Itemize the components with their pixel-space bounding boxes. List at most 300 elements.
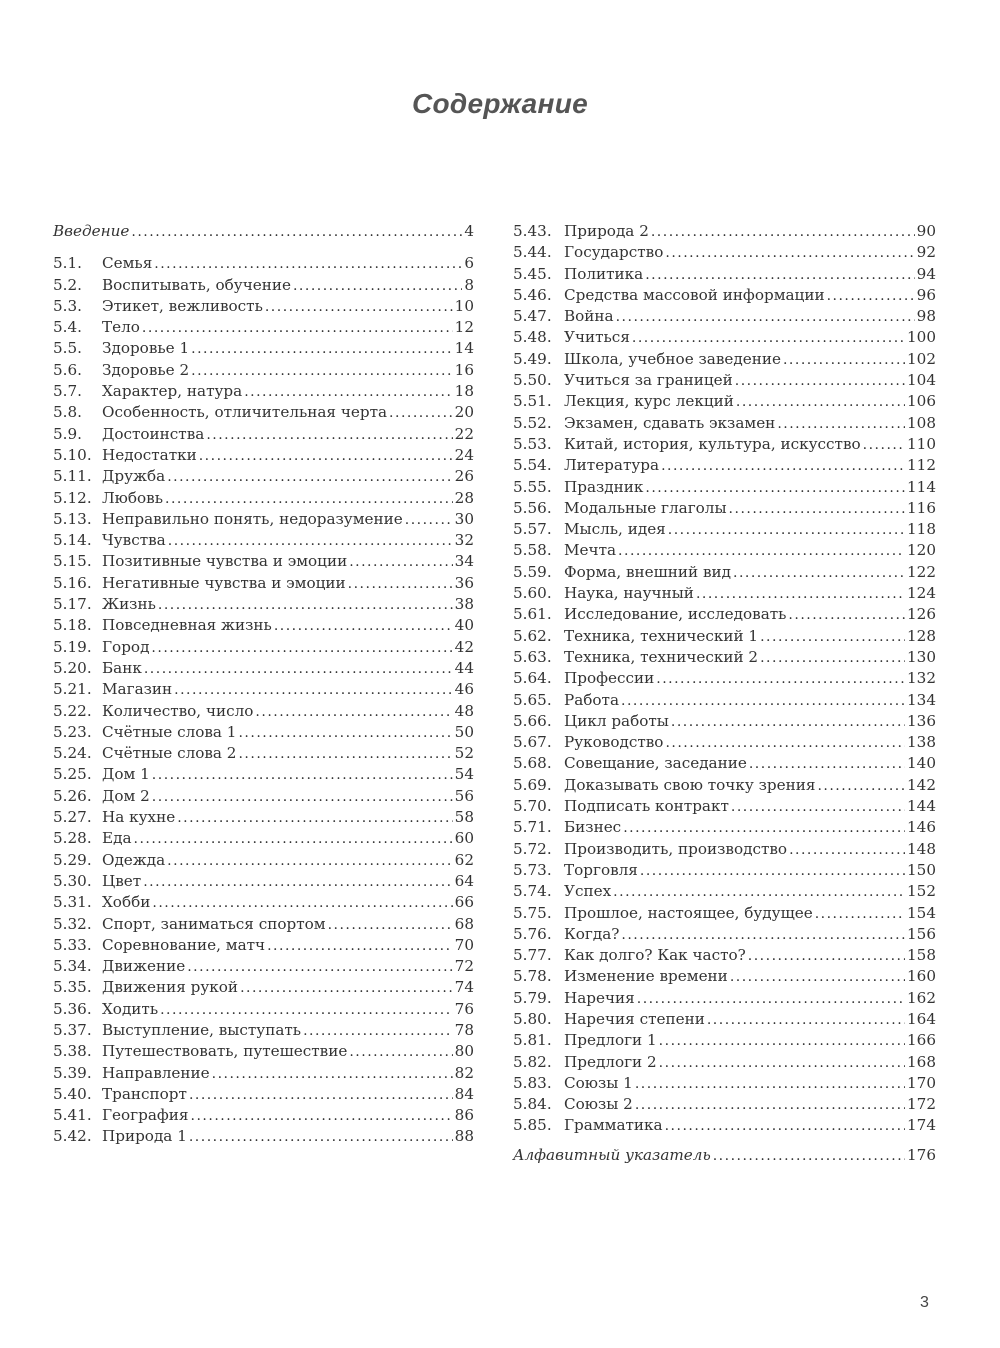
toc-entry[interactable]	[53, 296, 474, 317]
toc-entry-page: 168	[907, 1052, 936, 1071]
toc-entry[interactable]	[53, 871, 474, 892]
toc-entry-page: 32	[454, 531, 474, 550]
toc-entry[interactable]	[513, 285, 936, 306]
toc-entry[interactable]	[53, 530, 474, 551]
toc-entry[interactable]	[513, 1073, 936, 1094]
toc-entry-number: 5.49.	[513, 349, 552, 368]
toc-entry-page: 30	[454, 509, 474, 528]
toc-entry-number: 5.8.	[53, 403, 82, 422]
toc-entry-number: 5.52.	[513, 413, 552, 432]
toc-entry-page: 164	[907, 1009, 936, 1028]
toc-entry-label: Грамматика	[564, 1116, 663, 1135]
toc-entry-label: Природа 2	[564, 222, 649, 240]
dot-leader	[659, 1053, 905, 1074]
toc-entry-number: 5.76.	[513, 924, 552, 943]
toc-entry-number: 5.37.	[53, 1020, 92, 1039]
toc-entry-label: Исследование, исследовать	[564, 605, 787, 624]
toc-entry[interactable]	[513, 413, 936, 434]
toc-entry-page: 146	[907, 818, 936, 837]
toc-entry[interactable]	[513, 455, 936, 476]
toc-entry-label: Здоровье 1	[102, 339, 190, 358]
toc-entry[interactable]	[513, 221, 936, 242]
toc-entry-label: Подписать контракт	[564, 797, 729, 816]
dot-leader	[293, 276, 462, 297]
toc-entry[interactable]	[513, 604, 936, 625]
toc-entry-number: 5.58.	[513, 541, 552, 560]
toc-entry-number: 5.39.	[53, 1063, 92, 1082]
toc-entry-number: 5.34.	[53, 957, 92, 976]
toc-entry-number: 5.13.	[53, 509, 92, 528]
toc-entry-page: 66	[454, 893, 474, 912]
toc-entry[interactable]	[53, 892, 474, 913]
dot-leader	[640, 861, 905, 882]
dot-leader	[303, 1021, 453, 1042]
toc-entry-number: 5.57.	[513, 520, 552, 539]
toc-entry[interactable]	[53, 743, 474, 764]
dot-leader	[151, 638, 452, 659]
toc-entry-page: 106	[907, 392, 936, 411]
toc-entry[interactable]	[53, 253, 474, 274]
toc-entry[interactable]	[513, 1052, 936, 1073]
toc-entry[interactable]	[53, 1020, 474, 1041]
toc-entry-number: 5.25.	[53, 765, 92, 784]
toc-entry-index[interactable]	[513, 1145, 936, 1166]
toc-entry-label: Техника, технический 2	[564, 647, 759, 666]
toc-entry-page: 88	[454, 1127, 474, 1146]
toc-entry-number: 5.60.	[513, 584, 552, 603]
toc-entry[interactable]	[53, 1105, 474, 1126]
toc-entry[interactable]	[513, 881, 936, 902]
toc-list-right	[513, 221, 936, 1137]
toc-entry-page: 166	[907, 1031, 936, 1050]
toc-entry-page: 148	[907, 839, 936, 858]
toc-entry[interactable]	[513, 1094, 936, 1115]
toc-entry-label: География	[102, 1106, 189, 1125]
toc-entry-page: 92	[916, 243, 936, 262]
dot-leader	[187, 957, 452, 978]
toc-entry[interactable]	[53, 1063, 474, 1084]
toc-entry-number: 5.78.	[513, 967, 552, 986]
dot-leader	[160, 1000, 453, 1021]
toc-entry[interactable]	[513, 711, 936, 732]
dot-leader	[349, 1042, 452, 1063]
toc-entry-page: 138	[907, 733, 936, 752]
toc-entry-label: Город	[102, 637, 150, 656]
toc-entry-number: 5.77.	[513, 946, 552, 965]
dot-leader	[189, 1127, 453, 1148]
toc-entry-number: 5.61.	[513, 605, 552, 624]
toc-entry[interactable]	[513, 1115, 936, 1136]
toc-entry-page: 74	[454, 978, 474, 997]
dot-leader	[177, 808, 452, 829]
toc-entry-label: Движения рукой	[102, 978, 239, 997]
toc-entry-number: 5.53.	[513, 434, 552, 453]
dot-leader	[730, 967, 905, 988]
dot-leader	[131, 222, 462, 243]
page-title: Содержание	[411, 88, 589, 119]
toc-entry[interactable]	[53, 594, 474, 615]
toc-entry-page: 132	[907, 669, 936, 688]
toc-entry[interactable]	[513, 370, 936, 391]
toc-entry[interactable]	[53, 679, 474, 700]
dot-leader	[405, 510, 453, 531]
toc-entry[interactable]	[53, 488, 474, 509]
dot-leader	[389, 403, 453, 424]
dot-leader	[696, 584, 905, 605]
toc-entry-page: 72	[454, 957, 474, 976]
toc-entry-label: Техника, технический 1	[564, 626, 759, 645]
toc-entry[interactable]	[53, 935, 474, 956]
toc-entry[interactable]	[513, 796, 936, 817]
toc-entry[interactable]	[513, 498, 936, 519]
toc-entry-number: 5.67.	[513, 733, 552, 752]
dot-leader	[733, 563, 905, 584]
dot-leader	[328, 915, 453, 936]
toc-entry-page: 6	[464, 254, 474, 273]
toc-entry-label: Воспитывать, обучение	[102, 275, 291, 294]
dot-leader	[167, 851, 453, 872]
toc-entry[interactable]	[513, 562, 936, 583]
toc-entry[interactable]	[53, 977, 474, 998]
toc-entry-number: 5.62.	[513, 626, 552, 645]
toc-entry-label: Алфавитный указатель	[513, 1145, 711, 1164]
toc-entry[interactable]	[513, 860, 936, 881]
toc-entry[interactable]	[53, 615, 474, 636]
dot-leader	[645, 478, 905, 499]
toc-entry-label: Движение	[102, 957, 186, 976]
toc-entry[interactable]	[513, 540, 936, 561]
toc-entry-label: Торговля	[564, 860, 638, 879]
toc-entry-page: 54	[454, 765, 474, 784]
toc-entry-page: 154	[907, 903, 936, 922]
dot-leader	[240, 978, 453, 999]
dot-leader	[348, 574, 453, 595]
toc-entry-number: 5.50.	[513, 371, 552, 390]
toc-entry-page: 24	[454, 445, 474, 464]
toc-entry[interactable]	[513, 753, 936, 774]
toc-entry-page: 150	[907, 860, 936, 879]
dot-leader	[349, 552, 452, 573]
toc-entry-page: 108	[907, 413, 936, 432]
toc-entry-number: 5.54.	[513, 456, 552, 475]
toc-entry[interactable]	[513, 1030, 936, 1051]
toc-entry[interactable]	[53, 1126, 474, 1147]
toc-entry-page: 78	[454, 1020, 474, 1039]
toc-entry[interactable]	[513, 306, 936, 327]
toc-entry-page: 128	[907, 626, 936, 645]
toc-entry-label: Спорт, заниматься спортом	[102, 914, 326, 933]
toc-entry[interactable]	[53, 807, 474, 828]
toc-entry-label: Магазин	[102, 680, 173, 699]
toc-entry[interactable]	[53, 424, 474, 445]
toc-entry-number: 5.40.	[53, 1084, 92, 1103]
toc-entry-page: 100	[907, 328, 936, 347]
dot-leader	[152, 893, 452, 914]
toc-entry[interactable]	[53, 445, 474, 466]
toc-entry[interactable]	[53, 850, 474, 871]
toc-entry[interactable]	[513, 327, 936, 348]
toc-entry-label: Негативные чувства и эмоции	[102, 573, 346, 592]
dot-leader	[134, 829, 453, 850]
toc-entry[interactable]	[53, 637, 474, 658]
dot-leader	[789, 840, 905, 861]
toc-entry-page: 18	[454, 382, 474, 401]
toc-entry-label: На кухне	[102, 808, 176, 827]
toc-entry-number: 5.83.	[513, 1073, 552, 1092]
toc-entry[interactable]	[513, 477, 936, 498]
dot-leader	[274, 616, 453, 637]
toc-entry[interactable]	[53, 1084, 474, 1105]
dot-leader	[815, 904, 905, 925]
toc-entry[interactable]	[513, 839, 936, 860]
toc-entry-page: 82	[454, 1063, 474, 1082]
toc-entry[interactable]	[53, 999, 474, 1020]
dot-leader	[665, 733, 905, 754]
toc-entry[interactable]	[513, 924, 936, 945]
toc-entry-label: Природа 1	[102, 1127, 187, 1146]
toc-entry[interactable]	[53, 722, 474, 743]
dot-leader	[623, 818, 905, 839]
toc-entry[interactable]	[513, 1009, 936, 1030]
toc-entry-label: Дом 1	[102, 765, 150, 784]
dot-leader	[760, 627, 905, 648]
toc-entry-label: Любовь	[102, 488, 164, 507]
dot-leader	[668, 520, 905, 541]
toc-entry-label: Позитивные чувства и эмоции	[102, 552, 348, 571]
toc-entry-page: 144	[907, 797, 936, 816]
toc-entry-label: Жизнь	[102, 595, 156, 614]
toc-entry-page: 36	[454, 573, 474, 592]
toc-entry-page: 26	[454, 467, 474, 486]
toc-entry[interactable]	[513, 903, 936, 924]
toc-entry-label: Счётные слова 1	[102, 722, 237, 741]
toc-entry-number: 5.19.	[53, 637, 92, 656]
toc-entry-number: 5.56.	[513, 498, 552, 517]
dot-leader	[783, 350, 905, 371]
toc-entry-label: Изменение времени	[564, 967, 728, 986]
toc-entry-label: Достоинства	[102, 424, 205, 443]
toc-entry[interactable]	[513, 583, 936, 604]
toc-entry-label: Предлоги 2	[564, 1052, 657, 1071]
toc-entry-page: 22	[454, 424, 474, 443]
toc-entry-label: Здоровье 2	[102, 360, 190, 379]
toc-entry-intro[interactable]	[53, 221, 474, 242]
toc-entry-page: 8	[464, 275, 474, 294]
toc-entry-page: 20	[454, 403, 474, 422]
dot-leader	[152, 787, 453, 808]
toc-entry[interactable]	[53, 914, 474, 935]
toc-entry-label: Повседневная жизнь	[102, 616, 272, 635]
toc-entry[interactable]	[513, 626, 936, 647]
toc-entry-page: 130	[907, 647, 936, 666]
toc-entry-label: Неправильно понять, недоразумение	[102, 509, 403, 528]
toc-entry[interactable]	[53, 466, 474, 487]
toc-entry-page: 122	[907, 562, 936, 581]
toc-entry-label: Лекция, курс лекций	[564, 392, 734, 411]
toc-entry[interactable]	[53, 764, 474, 785]
dot-leader	[749, 754, 905, 775]
toc-entry-number: 5.14.	[53, 531, 92, 550]
toc-entry[interactable]	[513, 668, 936, 689]
dot-leader	[189, 1085, 453, 1106]
dot-leader	[713, 1146, 905, 1167]
toc-entry-number: 5.45.	[513, 264, 552, 283]
toc-entry-page: 16	[454, 360, 474, 379]
dot-leader	[191, 1106, 453, 1127]
toc-entry-number: 5.73.	[513, 860, 552, 879]
toc-entry-page: 110	[907, 434, 936, 453]
toc-entry[interactable]	[513, 349, 936, 370]
toc-entry-number: 5.3.	[53, 296, 82, 315]
toc-entry-page: 98	[916, 307, 936, 326]
toc-entry-label: Руководство	[564, 733, 664, 752]
toc-entry[interactable]	[513, 242, 936, 263]
toc-entry-label: Ходить	[102, 999, 159, 1018]
toc-entry[interactable]	[513, 647, 936, 668]
toc-entry[interactable]	[513, 775, 936, 796]
toc-entry[interactable]	[53, 317, 474, 338]
toc-entry[interactable]	[513, 817, 936, 838]
toc-entry[interactable]	[513, 988, 936, 1009]
toc-entry[interactable]	[53, 509, 474, 530]
dot-leader	[707, 1010, 905, 1031]
toc-entry[interactable]	[53, 658, 474, 679]
toc-entry-label: Успех	[564, 882, 612, 901]
toc-entry-number: 5.70.	[513, 797, 552, 816]
toc-entry[interactable]	[53, 573, 474, 594]
toc-entry-number: 5.47.	[513, 307, 552, 326]
dot-leader	[144, 659, 453, 680]
toc-entry-number: 5.66.	[513, 711, 552, 730]
dot-leader	[760, 648, 905, 669]
dot-leader	[665, 243, 914, 264]
toc-entry-number: 5.72.	[513, 839, 552, 858]
toc-entry-label: Соревнование, матч	[102, 935, 266, 954]
toc-entry-number: 5.46.	[513, 285, 552, 304]
toc-entry[interactable]	[53, 701, 474, 722]
toc-entry[interactable]	[53, 338, 474, 359]
toc-entry-label: Школа, учебное заведение	[564, 349, 781, 368]
dot-leader	[827, 286, 915, 307]
toc-entry-number: 5.43.	[513, 222, 552, 240]
toc-entry-page: 112	[907, 456, 936, 475]
toc-entry-label: Прошлое, настоящее, будущее	[564, 903, 813, 922]
toc-entry-page: 172	[907, 1095, 936, 1114]
toc-entry-label: Дом 2	[102, 786, 150, 805]
toc-entry-number: 5.18.	[53, 616, 92, 635]
toc-entry-number: 5.27.	[53, 808, 92, 827]
toc-entry-label: Тело	[102, 318, 140, 337]
toc-entry-label: Характер, натура	[102, 382, 243, 401]
toc-entry-number: 5.82.	[513, 1052, 552, 1071]
toc-entry[interactable]	[513, 264, 936, 285]
toc-entry[interactable]	[53, 360, 474, 381]
toc-entry-label: Введение	[53, 222, 130, 240]
dot-leader	[621, 925, 905, 946]
toc-entry-number: 5.15.	[53, 552, 92, 571]
spacer	[513, 1137, 936, 1145]
dot-leader	[632, 328, 905, 349]
toc-entry-number: 5.38.	[53, 1042, 92, 1061]
toc-entry-label: Выступление, выступать	[102, 1020, 302, 1039]
dot-leader	[656, 669, 905, 690]
toc-entry-number: 5.68.	[513, 754, 552, 773]
toc-entry-page: 44	[454, 658, 474, 677]
toc-entry-number: 5.16.	[53, 573, 92, 592]
toc-entry-page: 160	[907, 967, 936, 986]
dot-leader	[616, 307, 915, 328]
toc-entry-page: 96	[916, 285, 936, 304]
toc-entry-label: Наука, научный	[564, 584, 694, 603]
toc-entry-number: 5.33.	[53, 935, 92, 954]
toc-entry[interactable]	[53, 551, 474, 572]
toc-entry-page: 102	[907, 349, 936, 368]
toc-entry[interactable]	[513, 690, 936, 711]
toc-entry-number: 5.24.	[53, 744, 92, 763]
dot-leader	[637, 989, 905, 1010]
toc-entry-page: 40	[454, 616, 474, 635]
toc-entry-number: 5.44.	[513, 243, 552, 262]
toc-entry-label: Наречия степени	[564, 1009, 705, 1028]
toc-entry-label: Одежда	[102, 850, 166, 869]
dot-leader	[618, 541, 905, 562]
toc-entry-number: 5.26.	[53, 786, 92, 805]
toc-entry-label: Производить, производство	[564, 839, 788, 858]
toc-entry[interactable]	[53, 786, 474, 807]
toc-entry[interactable]	[513, 966, 936, 987]
toc-entry[interactable]	[53, 956, 474, 977]
dot-leader	[142, 318, 453, 339]
toc-entry-label: Наречия	[564, 988, 635, 1007]
dot-leader	[651, 222, 915, 243]
toc-entry[interactable]	[513, 945, 936, 966]
toc-entry[interactable]	[53, 402, 474, 423]
dot-leader	[731, 797, 905, 818]
toc-entry-page: 136	[907, 711, 936, 730]
toc-entry-page: 118	[907, 520, 936, 539]
toc-entry-label: Банк	[102, 658, 142, 677]
toc-entry-number: 5.55.	[513, 477, 552, 496]
toc-entry[interactable]	[513, 519, 936, 540]
toc-entry-label: Доказывать свою точку зрения	[564, 775, 816, 794]
dot-leader	[238, 744, 452, 765]
toc-entry[interactable]	[513, 391, 936, 412]
toc-entry-number: 5.28.	[53, 829, 92, 848]
toc-entry[interactable]	[53, 381, 474, 402]
toc-entry[interactable]	[53, 828, 474, 849]
toc-entry[interactable]	[513, 732, 936, 753]
toc-entry-page: 68	[454, 914, 474, 933]
toc-entry-number: 5.81.	[513, 1031, 552, 1050]
dot-leader	[143, 872, 452, 893]
toc-entry-label: Еда	[102, 829, 132, 848]
toc-entry-label: Политика	[564, 264, 644, 283]
toc-entry-label: Чувства	[102, 531, 166, 550]
toc-entry-number: 5.31.	[53, 893, 92, 912]
toc-entry-page: 12	[454, 318, 474, 337]
toc-column-right	[513, 221, 936, 1166]
toc-entry-number: 5.6.	[53, 360, 82, 379]
toc-entry-label: Профессии	[564, 669, 655, 688]
toc-entry-page: 134	[907, 690, 936, 709]
toc-entry[interactable]	[53, 275, 474, 296]
toc-entry[interactable]	[513, 434, 936, 455]
toc-entry-number: 5.75.	[513, 903, 552, 922]
toc-entry-number: 5.74.	[513, 882, 552, 901]
toc-entry[interactable]	[53, 1041, 474, 1062]
toc-entry-number: 5.21.	[53, 680, 92, 699]
dot-leader	[255, 702, 452, 723]
